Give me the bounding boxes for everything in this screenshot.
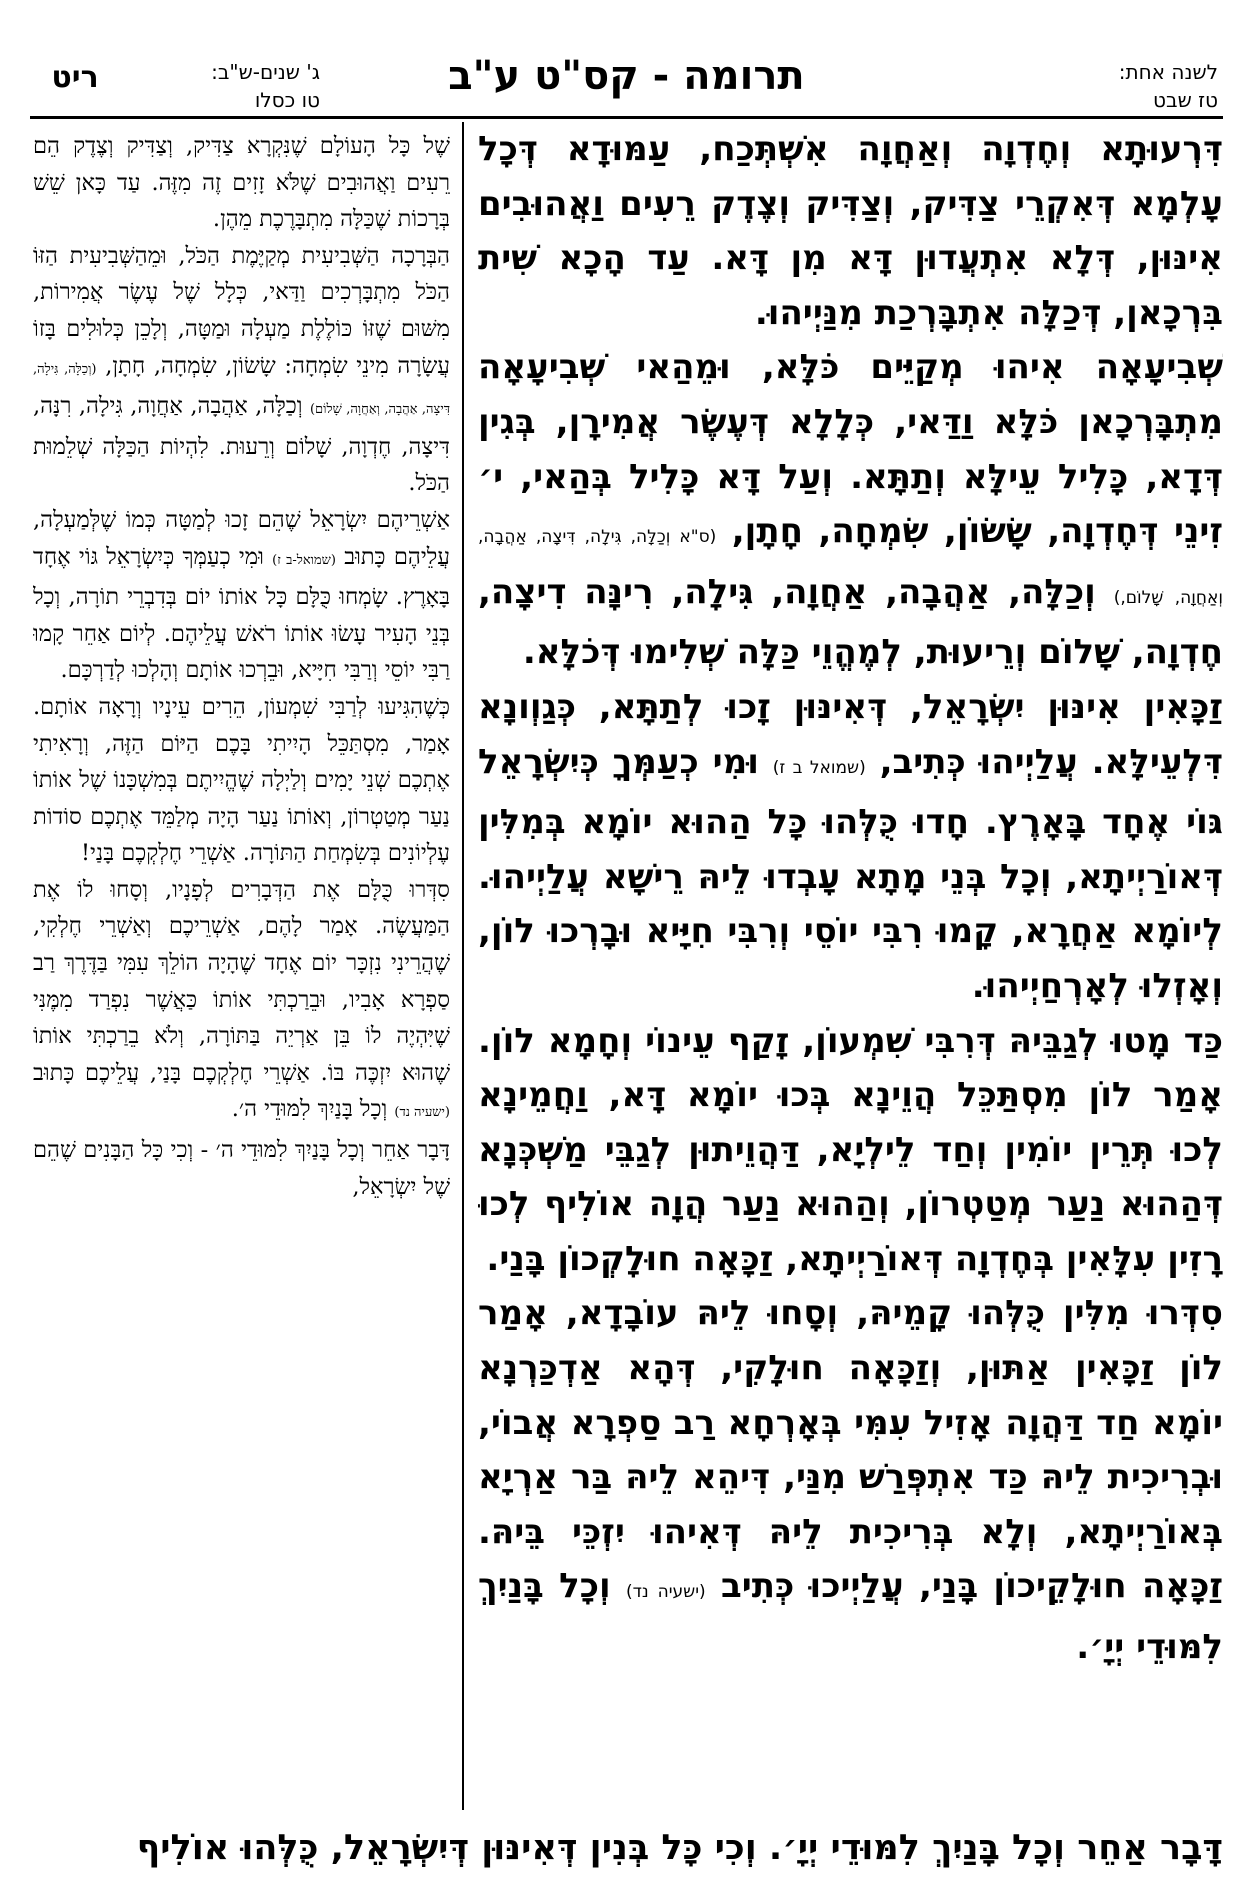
translation-paragraph: כְּשֶׁהִגִּיעוּ לְרַבִּי שִׁמְעוֹן, הֵרִים עֵינָיו וְרָאָה אוֹתָם. אָמַר, מִסְתַּכֵּל הָיִיתִי בָּכֶם הַיּוֹם הַזֶּה, וְרָאִיתִי אֶתְכֶם שְׁנֵי יָמִים וְלַיְלָה שֶׁהֱיִיתֶם בְּמִשְׁכָּנוֹ שֶׁל אוֹתוֹ נַעַר מְטַטְרוֹן, וְאוֹתוֹ נַעַר הָיָה מְלַמֵּד אֶתְכֶם סוֹדוֹת עֶלְיוֹנִים בְּשִׂמְחַת הַתּוֹרָה. אַשְׁרֵי חֶלְקְכֶם בָּנַי!: [33, 693, 450, 867]
main-paragraph: סִדְּרוּ מִלִּין כֻּלְּהוּ קָמֵיהּ, וְסָחוּ לֵיהּ עוֹבָדָא, אָמַר לוֹן זַכָּאִין אַתּוּן, וְזַכָּאָה חוּלָקִי, דְּהָא אַדְכַּרְנָא יוֹמָא חַד דַּהֲוָה אָזִיל עִמִּי בְּאָרְחָא רַב סַפְרָא אֲבוֹי, וּבְרִיכִית לֵיהּ כַּד אִתְפְּרַשׁ מִנַּי, דִּיהֵא לֵיהּ בַּר אַרְיָא בְּאוֹרַיְיתָא, וְלָא בְּרִיכִית לֵיהּ דְּאִיהוּ יִזְכֵּי בֵּיהּ. זַכָּאָה חוּלָקֵיכוֹן בָּנַי, עֲלַיְיכוּ כְּתִיב (ישעיה נד) וְכָל בָּנַיִךְ לִמּוּדֵי יְיָ׳.: [478, 1293, 1223, 1668]
schedule-one-year-label: לשנה אחת:: [1118, 60, 1218, 84]
schedule-one-year-date: טז שבט: [1153, 88, 1218, 112]
main-paragraph: שְׁבִיעָאָה אִיהוּ מְקַיֵּים כֹּלָּא, וּמֵהַאי שְׁבִיעָאָה מִתְבָּרְכָאן כֹּלָּא וַדַּאי, כְּלָלָא דְּעֶשֶׂר אֲמִירָן, בְּגִין דְּדָא, כָּלִיל עֵילָּא וְתַתָּא. וְעַל דָּא כָּלִיל בְּהַאי, י׳ זִינֵי דְּחֶדְוָה, שָׂשׂוֹן, שִׂמְחָה, חָתָן, (ס"א וְכַלָּה, גִּילָה, דִּיצָה, אַהֲבָה, וְאַחֲוָה, שָׁלוֹם,) וְכַלָּה, אַהֲבָה, אַחֲוָה, גִּילָה, רִינָּה דִיצָה, חֶדְוָה, שָׁלוֹם וְרֵיעוּת, לְמֶהֱוֵי כַּלָּה שְׁלִימוּ דְּכֹלָּא.: [478, 347, 1223, 673]
translation-column: [33, 128, 450, 1808]
main-paragraph: כַּד מָטוּ לְגַבֵּיהּ דְּרִבִּי שִׁמְעוֹן, זָקַף עֵינוֹי וְחָמָא לוֹן. אָמַר לוֹן מִסְתַּכֵּל הֲוֵינָא בְּכוּ יוֹמָא דָּא, וַחֲמֵינָא לְכוּ תְּרֵין יוֹמִין וְחַד לֵילְיָא, דַּהֲוֵיתוּן לְגַבֵּי מַשְׁכְּנָא דְּהַהוּא נַעַר מְטַטְרוֹן, וְהַהוּא נַעַר הֲוָה אוֹלִיף לְכוּ רָזִין עִלָּאִין בְּחֶדְוָה דְּאוֹרַיְיתָא, זַכָּאָה חוּלָקְכוֹן בָּנַי.: [478, 1020, 1223, 1279]
main-paragraph: דִּרְעוּתָא וְחֶדְוָה וְאַחֲוָה אִשְׁתְּכַח, עַמּוּדָא דְּכָל עָלְמָא דְּאִקְרֵי צַדִּיק, וְצַדִּיק וְצֶדֶק רֵעִים וַאֲהוּבִים אִינּוּן, דְּלָא אִתְעֲדוּן דָּא מִן דָּא. עַד הָכָא שִׁית בִּרְכָאן, דְּכַלָּה אִתְבָּרְכַת מִנַּיְיהוּ.: [478, 129, 1223, 333]
translation-paragraph: הַבְּרָכָה הַשְּׁבִיעִית מְקַיֶּמֶת הַכֹּל, וּמֵהַשְּׁבִיעִית הַזּוֹ הַכֹּל מִתְבָּרְכִים וַדַּאי, כְּלָל שֶׁל עֶשֶׂר אֲמִירוֹת, מִשּׁוּם שֶׁזּוֹ כּוֹלֶלֶת מַעְלָה וּמַטָּה, וְלָכֵן כְּלוּלִים בָּזוֹ עֲשָׂרָה מִינֵי שִׂמְחָה: שָׂשׂוֹן, שִׂמְחָה, חָתָן, (וְכַלָּה, גִּילָה, דִּיצָה, אַהֲבָה, וְאַחֲוָה, שָׁלוֹם) וְכַלָּה, אַהֲבָה, אַחֲוָה, גִּילָה, רִנָּה, דִּיצָה, חֶדְוָה, שָׁלוֹם וְרֵעוּת. לִהְיוֹת הַכַּלָּה שְׁלֵמוּת הַכֹּל.: [33, 242, 450, 497]
page-title: תרומה - קס"ט ע"ב: [448, 53, 805, 99]
main-paragraph: זַכָּאִין אִינּוּן יִשְׂרָאֵל, דְּאִינּוּן זָכוּ לְתַתָּא, כְּגַוְונָא דִּלְעֵילָּא. עֲלַיְיהוּ כְּתִיב, (שמואל ב ז) וּמִי כְעַמְּךָ כְּיִשְׂרָאֵל גּוֹי אֶחָד בָּאָרֶץ. חָדוּ כֻּלְּהוּ כָּל הַהוּא יוֹמָא בְּמִלִּין דְּאוֹרַיְיתָא, וְכָל בְּנֵי מָתָא עָבְדוּ לֵיהּ רֵישָׁא עֲלַיְיהוּ. לְיוֹמָא אַחֲרָא, קָמוּ רִבִּי יוֹסֵי וְרִבִּי חִיָּיא וּבָרְכוּ לוֹן, וְאָזְלוּ לְאָרְחַיְיהוּ.: [478, 686, 1223, 1006]
bottom-continuation-line: דָּבָר אַחֵר וְכָל בָּנַיִךְ לִמּוּדֵי יְיָ׳. וְכִי כָּל בְּנִין דְּאִינּוּן דְּיִשְׂרָאֵל, כֻּלְּהוּ אוֹלִיף: [136, 1828, 1223, 1868]
translation-paragraph: אַשְׁרֵיהֶם יִשְׂרָאֵל שֶׁהֵם זָכוּ לְמַטָּה כְּמוֹ שֶׁלְּמַעְלָה, עֲלֵיהֶם כָּתוּב (שמואל-ב ז) וּמִי כְעַמְּךָ כְּיִשְׂרָאֵל גּוֹי אֶחָד בָּאָרֶץ. שָׂמְחוּ כֻּלָּם כָּל אוֹתוֹ יוֹם בְּדִבְרֵי תוֹרָה, וְכָל בְּנֵי הָעִיר עָשׂוּ אוֹתוֹ רֹאשׁ עֲלֵיהֶם. לְיוֹם אַחֵר קָמוּ רַבִּי יוֹסֵי וְרַבִּי חִיָּיא, וּבֵרְכוּ אוֹתָם וְהָלְכוּ לְדַרְכָּם.: [33, 506, 450, 684]
header-rule: [30, 116, 1223, 119]
translation-paragraph: סִדְּרוּ כֻּלָּם אֶת הַדְּבָרִים לְפָנָיו, וְסָחוּ לוֹ אֶת הַמַּעֲשֶׂה. אָמַר לָהֶם, אַשְׁרֵיכֶם וְאַשְׁרֵי חֶלְקִי, שֶׁהֲרֵינִי נִזְכָּר יוֹם אֶחָד שֶׁהָיָה הוֹלֵךְ עִמִּי בַּדֶּרֶךְ רַב סַפְרָא אָבִיו, וּבֵרַכְתִּי אוֹתוֹ כַּאֲשֶׁר נִפְרַד מִמֶּנִּי שֶׁיִּהְיֶה לוֹ בֵּן אַרְיֵה בַּתּוֹרָה, וְלֹא בֵרַכְתִּי אוֹתוֹ שֶׁהוּא יִזְכֶּה בּוֹ. אַשְׁרֵי חֶלְקְכֶם בָּנַי, עֲלֵיכֶם כָּתוּב (ישעיה נד) וְכָל בָּנַיִךְ לִמּוּדֵי ה׳.: [33, 876, 450, 1123]
translation-paragraph: דָּבָר אַחֵר וְכָל בָּנַיִךְ לִמּוּדֵי ה׳ - וְכִי כָּל הַבָּנִים שֶׁהֵם שֶׁל יִשְׂרָאֵל,: [33, 1137, 450, 1200]
reference-note: (וְכַלָּה, גִּילָה, דִּיצָה, אַהֲבָה, וְאַחֲוָה, שָׁלוֹם): [33, 361, 450, 418]
reference-note: (ס"א וְכַלָּה, גִּילָה, דִּיצָה, אַהֲבָה, וְאַחֲוָה, שָׁלוֹם,): [478, 527, 1223, 608]
main-text-column: [478, 122, 1223, 1812]
page-number: ריט: [51, 60, 99, 95]
schedule-three-year-label: ג' שנים-ש"ב:: [211, 60, 320, 84]
header-study-schedule-three-year: [140, 58, 320, 114]
translation-paragraph: שֶׁל כָּל הָעוֹלָם שֶׁנִּקְרָא צַדִּיק, וְצַדִּיק וְצֶדֶק הֵם רֵעִים וַאֲהוּבִים שֶׁלֹּא זָזִים זֶה מִזֶּה. עַד כָּאן שֵׁשׁ בְּרָכוֹת שֶׁכַּלָּה מִתְבָּרֶכֶת מֵהֶן.: [33, 133, 450, 233]
reference-note: (ישעיה נד): [625, 1582, 706, 1603]
column-divider: [462, 122, 464, 1810]
reference-note: (שמואל ב ז): [772, 757, 866, 778]
schedule-three-year-date: טו כסלו: [254, 88, 320, 112]
reference-note: (שמואל-ב ז): [272, 552, 336, 568]
reference-note: (ישעיה נד): [394, 1105, 450, 1121]
